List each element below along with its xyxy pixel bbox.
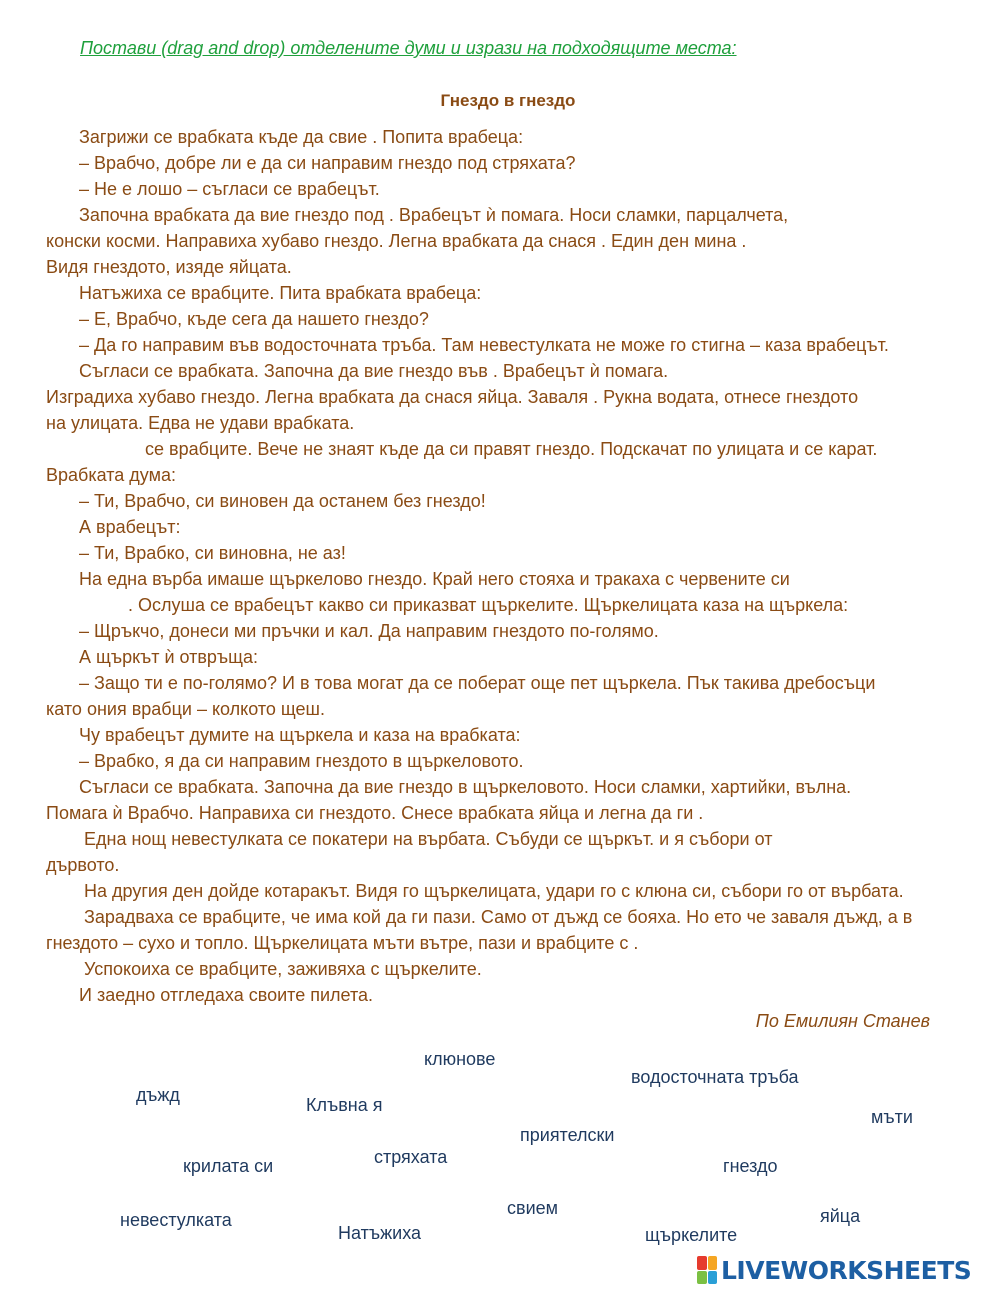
draggable-word[interactable]: гнездо [723,1156,778,1176]
story-line: Една нощ невестулката се покатери на върбата. Събуди се щъркът. и я събори от [84,829,773,849]
draggable-word[interactable]: стряхата [374,1147,448,1167]
story-line: като ония врабци – колкото щеш. [46,699,325,719]
story-line: А врабецът: [79,517,181,537]
story-line: И заедно отгледаха своите пилета. [79,985,373,1005]
story-line: дървото. [46,855,120,875]
story-line: Помага ѝ Врабчо. Направиха си гнездото. Снесе врабката яйца и легна да ги . [46,803,704,823]
logo-icon [697,1256,717,1284]
story-line: Изградиха хубаво гнездо. Легна врабката да снася яйца. Заваля . Рукна водата, отнесе гнездото [46,387,859,407]
draggable-word[interactable]: дъжд [136,1085,180,1105]
draggable-word[interactable]: щъркелите [645,1225,738,1245]
draggable-word[interactable]: мъти [871,1107,913,1127]
story-line: – Врабко, я да си направим гнездото в щъркеловото. [79,751,524,771]
draggable-word[interactable]: невестулката [120,1210,232,1230]
draggable-word[interactable]: Клъвна я [306,1095,383,1115]
story-line: Загрижи се врабката къде да свие . Попита врабеца: [79,127,524,147]
draggable-word[interactable]: яйца [820,1206,861,1226]
story-line: – Ти, Врабчо, си виновен да останем без гнездо! [79,491,486,511]
story-line: Съгласи се врабката. Започна да вие гнездо във . Врабецът ѝ помага. [79,361,669,381]
story-line: На една върба имаше щъркелово гнездо. Край него стояха и тракаха с червените си [79,569,790,589]
draggable-word[interactable]: крилата си [183,1156,274,1176]
draggable-word[interactable]: клюнове [424,1049,496,1069]
story-line: Съгласи се врабката. Започна да вие гнездо в щъркеловото. Носи сламки, хартийки, вълна. [79,777,852,797]
story-line: Натъжиха се врабците. Пита врабката врабеца: [79,283,482,303]
draggable-word[interactable]: Натъжиха [338,1223,422,1243]
story-line: на улицата. Едва не удави врабката. [46,413,355,433]
story-line: На другия ден дойде котаракът. Видя го щъркелицата, удари го с клюна си, събори го от върбата. [84,881,904,901]
story-line: – Е, Врабчо, къде сега да нашето гнездо? [79,309,429,329]
story-line: – Защо ти е по-голямо? И в това могат да се поберат още пет щъркела. Пък такива дребосъци [79,673,876,693]
story-line: . Ослуша се врабецът какво си приказват щъркелите. Щъркелицата каза на щъркела: [128,595,849,615]
instruction-text: Постави (drag and drop) отделените думи и изрази на подходящите места: [80,38,737,58]
story-line: Видя гнездото, изяде яйцата. [46,257,292,277]
story-line: – Ти, Врабко, си виновна, не аз! [79,543,346,563]
logo-text: LIVEWORKSHEETS [721,1255,972,1285]
story-line: – Да го направим във водосточната тръба. Там невестулката не може го стигна – каза врабецът. [79,335,889,355]
story-line: гнездото – сухо и топло. Щъркелицата мъти вътре, пази и врабците с . [46,933,639,953]
draggable-word[interactable]: приятелски [520,1125,615,1145]
story-line: – Врабчо, добре ли е да си направим гнездо под стряхата? [79,153,576,173]
story-line: Зарадваха се врабците, че има кой да ги пази. Само от дъжд се бояха. Но ето че заваля дъжд, а в [84,907,913,927]
author-credit: По Емилиян Станев [755,1011,930,1031]
story-line: конски косми. Направиха хубаво гнездо. Легна врабката да снася . Един ден мина . [46,231,747,251]
story-line: Започна врабката да вие гнездо под . Врабецът ѝ помага. Носи сламки, парцалчета, [79,205,789,225]
draggable-word[interactable]: свием [507,1198,559,1218]
liveworksheets-logo [697,1255,971,1285]
story-line: – Не е лошо – съгласи се врабецът. [79,179,380,199]
story-line: – Щръкчо, донеси ми пръчки и кал. Да направим гнездото по-голямо. [79,621,659,641]
draggable-word[interactable]: водосточната тръба [631,1067,799,1087]
story-title: Гнездо в гнездо [440,91,576,110]
story-line: Врабката дума: [46,465,176,485]
story-line: Успокоиха се врабците, заживяха с щъркелите. [84,959,482,979]
story-line: Чу врабецът думите на щъркела и каза на врабката: [79,725,521,745]
story-line: А щъркът ѝ отвръща: [79,647,259,667]
story-line: се врабците. Вече не знаят къде да си правят гнездо. Подскачат по улицата и се карат. [145,439,878,459]
